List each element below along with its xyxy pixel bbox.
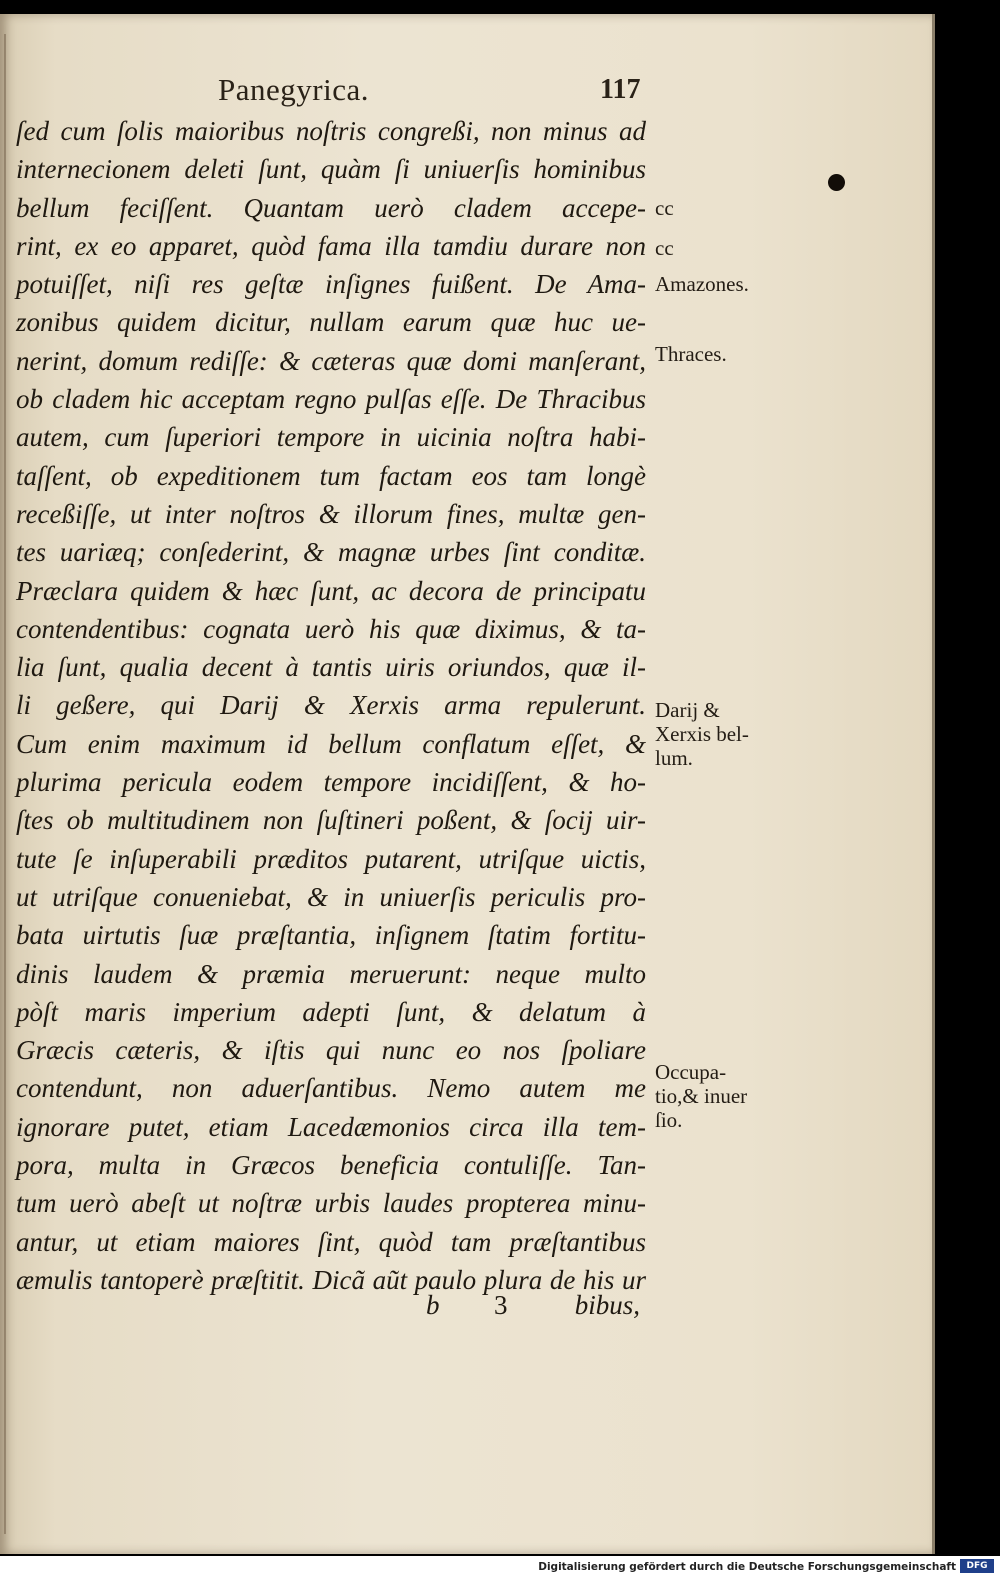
ink-blot [828,174,845,191]
text-line: pòſt maris imperium adepti ſunt, & delatum à [16,996,646,1027]
text-line: antur, ut etiam maiores ſint, quòd tam præſtantibus [16,1226,646,1257]
page-number: 117 [600,74,641,105]
margin-note-amazones: Amazones. [655,272,749,296]
text-line: dinis laudem & præmia meruerunt: neque multo [16,958,646,989]
text-line: rint, ex eo apparet, quòd fama illa tamdiu durare non [16,230,646,261]
text-line: Cum enim maximum id bellum conflatum eſſet, & [16,728,646,759]
text-line: Græcis cæteris, & iſtis qui nunc eo nos ſpoliare [16,1035,646,1066]
dfg-logo: DFG [960,1559,994,1573]
margin-quote-mark: cc [655,236,674,260]
text-line: tute ſe inſuperabili præditos putarent, utriſque uictis, [16,843,646,874]
text-line: internecionem deleti ſunt, quàm ſi uniuerſis hominibus [16,154,646,185]
body-text [16,112,646,1299]
margin-note-thraces: Thraces. [655,342,727,366]
text-line: potuiſſet, niſi res geſtæ inſignes fuißent. De Ama- [16,269,646,300]
text-line: li geßere, qui Darij & Xerxis arma repulerunt. [16,690,646,721]
text-line: autem, cum ſuperiori tempore in uicinia noſtra habi- [16,422,646,453]
text-line: lia ſunt, qualia decent à tantis uiris oriundos, quæ il- [16,652,646,683]
text-line: bata uirtutis ſuæ præſtantia, inſignem ſtatim fortitu- [16,920,646,951]
signature-mark: b [426,1290,440,1320]
text-line: ignorare putet, etiam Lacedæmonios circa illa tem- [16,1111,646,1142]
text-line: ſed cum ſolis maioribus noſtris congreßi, non minus ad [16,116,646,146]
text-line: nerint, domum rediſſe: & cæteras quæ domi manſerant, [16,345,646,376]
text-line: Præclara quidem & hæc ſunt, ac decora de principatu [16,575,646,606]
catchword: bibus, [574,1290,640,1320]
text-line: æmulis tantoperè præſtitit. Dicã aũt paulo plura de his ur [16,1264,646,1295]
gutter-line [4,34,6,1534]
book-page [0,14,935,1554]
text-line: tes uariæq; conſederint, & magnæ urbes ſint conditæ. [16,537,646,568]
catchline [16,1290,646,1326]
signature-number: 3 [494,1290,508,1320]
text-line: contendentibus: cognata uerò his quæ diximus, & ta- [16,613,646,644]
text-line: contendunt, non aduerſantibus. Nemo autem me [16,1073,646,1104]
text-line: tum uerò abeſt ut noſtræ urbis laudes propterea minu- [16,1188,646,1219]
text-line: ut utriſque conueniebat, & in uniuerſis periculis pro- [16,881,646,912]
text-line: ſtes ob multitudinem non ſuſtineri poßent, & ſocij uir- [16,805,646,836]
funding-credit: Digitalisierung gefördert durch die Deutsche Forschungsgemeinschaft [538,1561,956,1573]
margin-note-darij: Darij & Xerxis bel- lum. [655,698,749,770]
text-line: zonibus quidem dicitur, nullam earum quæ huc ue- [16,307,646,338]
text-line: receßiſſe, ut inter noſtros & illorum fines, multæ gen- [16,498,646,529]
text-line: ob cladem hic acceptam regno pulſas eſſe. De Thracibus [16,384,646,415]
margin-quote-mark: cc [655,196,674,220]
footer-bar [0,1556,1000,1576]
running-title: Panegyrica. [218,72,369,107]
text-line: bellum feciſſent. Quantam uerò cladem accepe- [16,192,646,223]
text-line: pora, multa in Græcos beneficia contuliſſe. Tan- [16,1150,646,1181]
text-line: plurima pericula eodem tempore incidiſſent, & ho- [16,767,646,798]
text-line: taſſent, ob expeditionem tum factam eos tam longè [16,460,646,491]
margin-note-occupatio: Occupa- tio,& inuer ſio. [655,1060,748,1132]
